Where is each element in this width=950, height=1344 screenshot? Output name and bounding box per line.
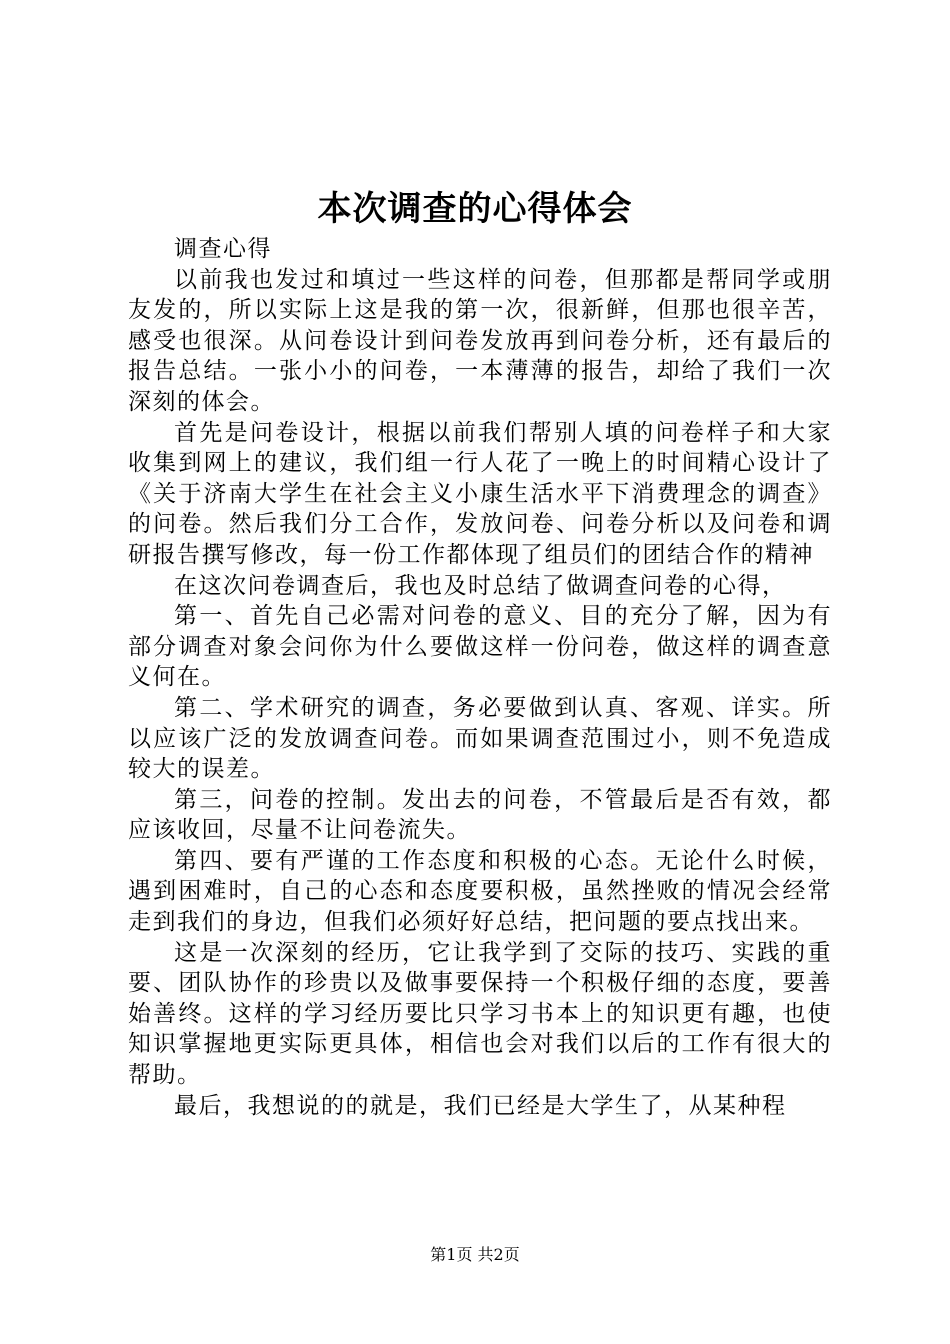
- paragraph: 首先是问卷设计，根据以前我们帮别人填的问卷样子和大家收集到网上的建议，我们组一行人花了一晚上的时间精心设计了《关于济南大学生在社会主义小康生活水平下消费理念的调查》的问卷。然后我们分工合作，发放问卷、问卷分析以及问卷和调研报告撰写修改，每一份工作都体现了组员们的团结合作的精神: [128, 419, 832, 568]
- paragraph: 第二、学术研究的调查，务必要做到认真、客观、详实。所以应该广泛的发放调查问卷。而如果调查范围过小，则不免造成较大的误差。: [128, 694, 832, 783]
- paragraph-heading: 调查心得: [174, 236, 272, 262]
- paragraph: 最后，我想说的的就是，我们已经是大学生了，从某种程: [174, 1092, 787, 1119]
- paragraph: 第一、首先自己必需对问卷的意义、目的充分了解，因为有部分调查对象会问你为什么要做这样一份问卷，做这样的调查意义何在。: [128, 603, 832, 691]
- page-footer: 第1页 共2页: [430, 1245, 520, 1264]
- paragraph: 这是一次深刻的经历，它让我学到了交际的技巧、实践的重要、团队协作的珍贵以及做事要保持一个积极仔细的态度，要善始善终。这样的学习经历要比只学习书本上的知识更有趣，也使知识掌握地更实际更具体，相信也会对我们以后的工作有很大的帮助。: [128, 939, 832, 1089]
- document-body: [128, 234, 832, 1121]
- paragraph: 以前我也发过和填过一些这样的问卷，但那都是帮同学或朋友发的，所以实际上这是我的第一次，很新鲜，但那也很辛苦，感受也很深。从问卷设计到问卷发放再到问卷分析，还有最后的报告总结。一张小小的问卷，一本薄薄的报告，却给了我们一次深刻的体会。: [128, 266, 832, 415]
- paragraph: 第四、要有严谨的工作态度和积极的心态。无论什么时候，遇到困难时，自己的心态和态度要积极，虽然挫败的情况会经常走到我们的身边，但我们必须好好总结，把问题的要点找出来。: [128, 847, 832, 936]
- document-title: 本次调查的心得体会: [317, 189, 633, 229]
- paragraph: 在这次问卷调查后，我也及时总结了做调查问卷的心得，: [174, 572, 787, 599]
- paragraph: 第三，问卷的控制。发出去的问卷，不管最后是否有效，都应该收回，尽量不让问卷流失。: [128, 786, 832, 844]
